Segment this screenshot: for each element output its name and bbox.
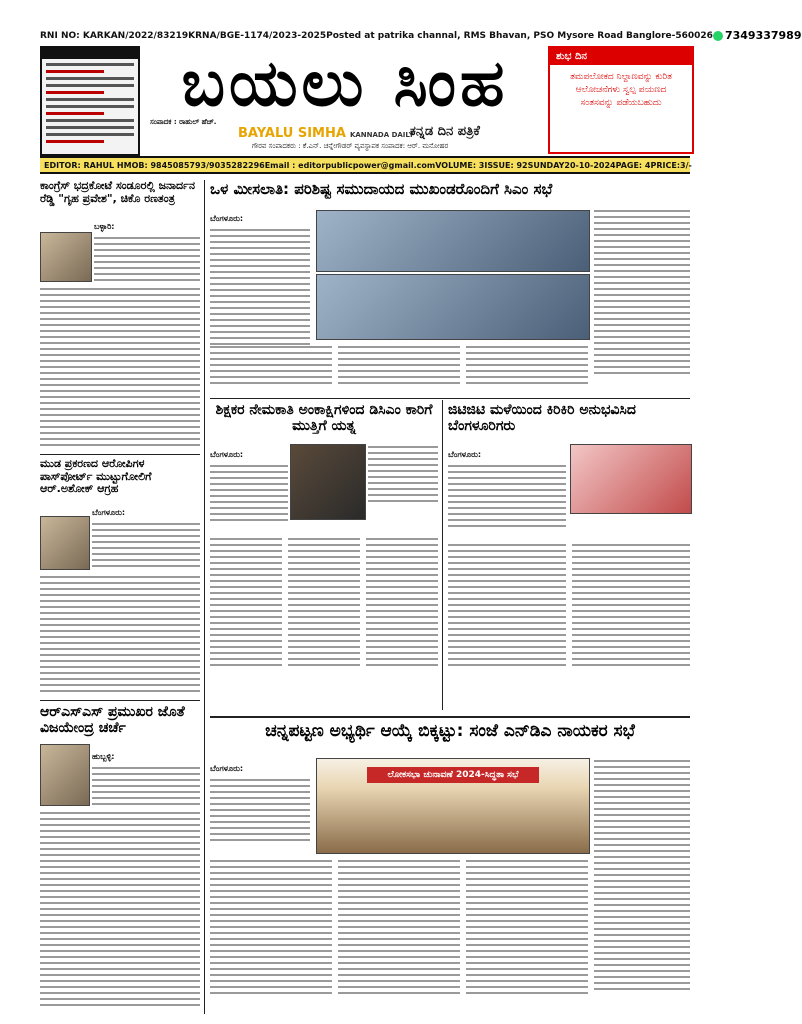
volume: VOLUME: 3	[435, 160, 485, 170]
story-sanduru-photo	[40, 232, 92, 282]
main-story-bottom	[210, 342, 588, 394]
story-muda-byline: ಬೆಂಗಳೂರು:	[92, 508, 126, 517]
story-sanduru-headline: ಕಾಂಗ್ರೆಸ್ ಭದ್ರಕೋಟೆ ಸಂಡೂರಲ್ಲಿ ಜನಾರ್ದನ ರೆಡ್ಡಿ "ಗೃಹ ಪ್ರವೇಶ", ಚಿಕೊ ರಣತಂತ್ರ	[40, 179, 195, 205]
sub-editors: ಗೌರವ ಸಂಪಾದಕರು : ಕೆ.ಎನ್. ಚನ್ನೇಗೌಡರ್ ವ್ಯವಸ್ಥಾಪಕ ಸಂಪಾದಕ: ಆರ್. ಮನೋಹರ	[251, 142, 449, 150]
issue: ISSUE: 92	[484, 160, 528, 170]
story-teachers-body	[210, 534, 438, 710]
main-story-byline: ಬೆಂಗಳೂರು:	[210, 214, 244, 223]
divider	[210, 716, 690, 718]
krna-number: KRNA/BGE-1174/2023-2025	[188, 30, 327, 41]
story-rss-body	[40, 808, 200, 1014]
main-story-col1b	[210, 342, 332, 394]
masthead-logo: ಬಯಲು ಸಿಂಹ	[181, 46, 509, 121]
shubha-dina-box	[548, 46, 694, 154]
divider	[210, 398, 690, 399]
info-bar	[40, 156, 690, 174]
main-story-col1	[210, 206, 310, 338]
story-rss-photo	[40, 744, 90, 806]
story-teachers-headline: ಶಿಕ್ಷಕರ ನೇಮಕಾತಿ ಅಂಕಾಕ್ಷಿಗಳಿಂದ ಡಿಸಿಎಂ ಕಾರಿಗೆ ಮುತ್ತಿಗೆ ಯತ್ನ	[215, 402, 433, 435]
story-channapatna-body	[210, 856, 588, 1014]
logo-english-sub: KANNADA DAILY	[349, 131, 414, 139]
shubha-text: ತಮಪಲೋಕದ ನಿಲ್ದಾಣವನ್ನು ಕುರಿತ ಆಲೋಚನೆಗಳು ಸ್ವಲ್ಪ ಪಯಣದ ಸಂತಸವನ್ನು ಪಡೆಯಬಹುದು	[570, 72, 672, 108]
editor-name: EDITOR: RAHUL H	[44, 160, 124, 170]
story-rain-headline: ಜಿಟಿಜಿಟಿ ಮಳೆಯಿಂದ ಕಿರಿಕಿರಿ ಅನುಭವಿಸಿದ ಬೆಂಗಳೂರಿಗರು	[448, 402, 636, 435]
page-number: PAGE: 4	[615, 160, 651, 170]
story-rain-photo	[570, 444, 692, 514]
story-rain-intro	[448, 442, 566, 538]
masthead-english	[238, 126, 414, 141]
main-story-photo-top	[316, 210, 590, 272]
price: PRICE:3/-	[650, 160, 692, 170]
story-teachers-intro	[210, 442, 288, 532]
mobile: MOB: 9845085793/9035282296	[123, 160, 265, 170]
left-ad-box	[40, 46, 140, 156]
story-channapatna-intro	[210, 756, 310, 852]
logo-english: BAYALU SIMHA	[238, 126, 346, 141]
whatsapp-icon	[713, 31, 723, 41]
story-sanduru-body	[40, 284, 200, 452]
main-story-col3	[466, 342, 588, 394]
phone	[713, 29, 802, 42]
shubha-title: ಶುಭ ದಿನ	[550, 48, 692, 65]
main-headline: ಒಳ ಮೀಸಲಾತಿ: ಪರಿಶಿಷ್ಟ ಸಮುದಾಯದ ಮುಖಂಡರೊಂದಿಗೆ ಸಿಎಂ ಸಭೆ	[210, 180, 553, 198]
rni-number: RNI NO: KARKAN/2022/83219	[40, 30, 189, 41]
story-sanduru-byline: ಬಳ್ಳಾರಿ:	[94, 222, 115, 231]
registration-line	[40, 29, 802, 42]
main-story-photo-bottom	[316, 274, 590, 340]
kannada-daily-label: ಕನ್ನಡ ದಿನ ಪತ್ರಿಕೆ	[410, 124, 480, 139]
story-channapatna-byline: ಬೆಂಗಳೂರು:	[210, 764, 244, 773]
story-channapatna-photo	[316, 758, 590, 854]
main-story-col2	[338, 342, 460, 394]
divider	[40, 700, 200, 701]
posted-at: Posted at patrika channal, RMS Bhavan, PSO Mysore Road Banglore-560026	[326, 30, 713, 41]
editor-credit: ಸಂಪಾದಕ : ರಾಹುಲ್ ಹೆಚ್.	[150, 118, 217, 126]
story-rss-intro	[92, 744, 200, 804]
date: 20-10-2024	[564, 160, 616, 170]
day: SUNDAY	[527, 160, 565, 170]
story-muda-body	[40, 572, 200, 698]
story-teachers-col2	[368, 442, 438, 532]
story-teachers-byline: ಬೆಂಗಳೂರು:	[210, 450, 244, 459]
story-rss-headline: ಆರ್‌ಎಸ್‌ಎಸ್ ಪ್ರಮುಖರ ಜೊತೆ ವಿಜಯೇಂದ್ರ ಚರ್ಚೆ	[40, 704, 185, 737]
column-rule	[204, 180, 205, 1014]
story-muda-intro	[92, 500, 200, 568]
story-teachers-photo	[290, 444, 366, 520]
story-rain-byline: ಬೆಂಗಳೂರು:	[448, 450, 482, 459]
column-rule	[442, 400, 443, 710]
story-channapatna-col4	[594, 756, 690, 1014]
meeting-banner: ಲೋಕಸಭಾ ಚುನಾವಣೆ 2024-ಸಿದ್ಧತಾ ಸಭೆ	[367, 767, 539, 783]
story-rain-body	[448, 540, 690, 710]
story-muda-photo	[40, 516, 90, 570]
main-story-col4	[594, 206, 690, 394]
story-sanduru-intro	[94, 214, 200, 282]
story-rss-byline: ಹುಬ್ಬಳ್ಳಿ:	[92, 752, 115, 761]
left-ad-title	[42, 48, 138, 59]
email: Email : editorpublicpower@gmail.com	[264, 160, 436, 170]
divider	[40, 454, 200, 455]
story-channapatna-headline: ಚನ್ನಪಟ್ಟಣ ಅಭ್ಯರ್ಥಿ ಆಯ್ಕೆ ಬಿಕ್ಕಟ್ಟು: ಸಂಜೆ ಎನ್‌ಡಿಎ ನಾಯಕರ ಸಭೆ	[265, 721, 635, 741]
phone-number: 7349337989	[724, 29, 802, 42]
story-muda-headline: ಮುಡ ಪ್ರಕರಣದ ಆರೋಪಿಗಳ ಪಾಸ್‌ಪೋರ್ಟ್ ಮುಟ್ಟುಗೋಲಿಗೆ ಆರ್.ಅಶೋಕ್ ಆಗ್ರಹ	[40, 457, 152, 496]
